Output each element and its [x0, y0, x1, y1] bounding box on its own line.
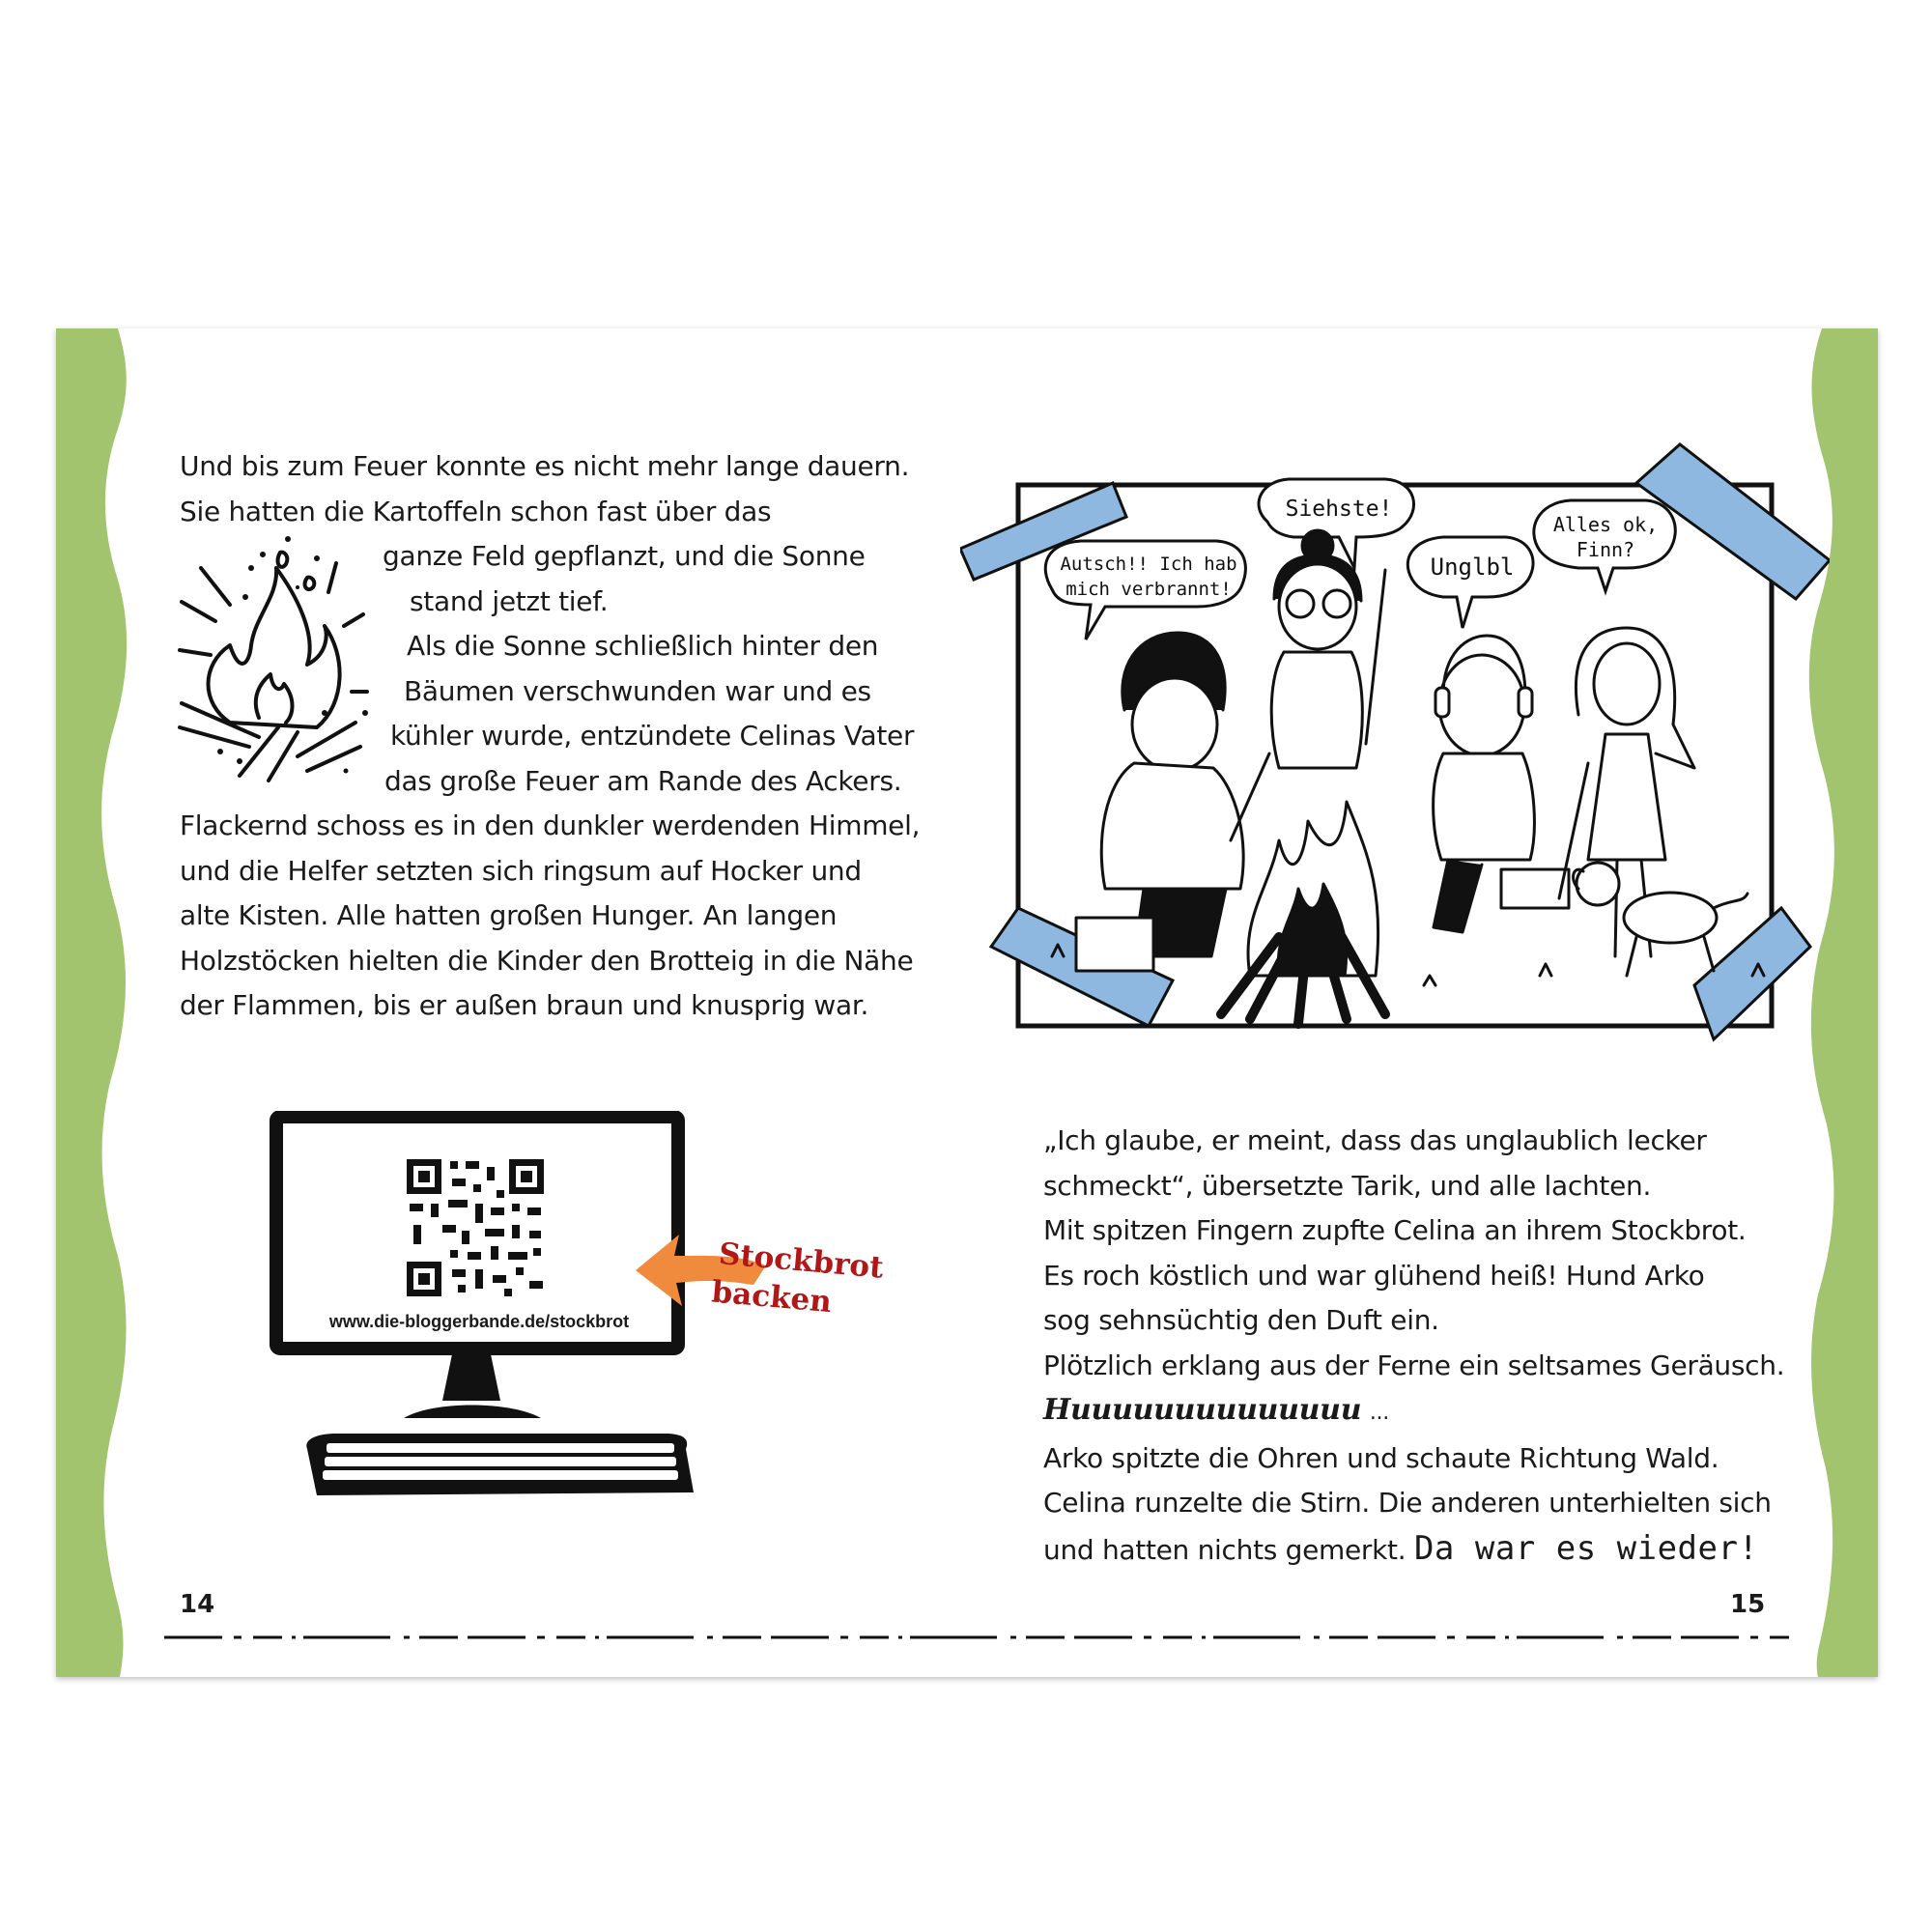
qr-label: [710, 1235, 885, 1326]
campfire-icon: [162, 529, 384, 790]
text-line: das große Feuer am Rande des Ackers.: [384, 764, 902, 797]
bubble-autsch-line2: mich verbrannt!: [1065, 579, 1232, 600]
sound-text: Huuuuuuuuuuuuuu: [1043, 1393, 1362, 1427]
last-line: [1043, 1526, 1784, 1574]
bubble-unglbl-text: Unglbl: [1430, 554, 1515, 581]
page-number-left: 14: [180, 1590, 215, 1619]
bubble-siehste-text: Siehste!: [1285, 497, 1393, 522]
right-paragraph: [1043, 1119, 1784, 1573]
text-line: Sie hatten die Kartoffeln schon fast über das: [180, 495, 772, 527]
bubble-alles-ok-line2: Finn?: [1576, 538, 1635, 561]
text-line: „Ich glaube, er meint, dass das unglaublich lecker: [1043, 1124, 1707, 1156]
text-line: kühler wurde, entzündete Celinas Vater: [390, 720, 915, 752]
last-line-text: und hatten nichts gemerkt.: [1043, 1533, 1406, 1566]
text-line: Mit spitzen Fingern zupfte Celina an ihrem Stockbrot.: [1043, 1214, 1747, 1246]
qr-url-text[interactable]: www.die-bloggerbande.de/stockbrot: [328, 1312, 630, 1331]
text-line: Bäumen verschwunden war und es: [404, 674, 871, 707]
computer-monitor: [269, 1111, 752, 1594]
text-line: sog sehnsüchtig den Duft ein.: [1043, 1304, 1439, 1336]
text-line: Arko spitzte die Ohren und schaute Richtung Wald.: [1043, 1441, 1719, 1474]
text-line: ganze Feld gepflanzt, und die Sonne: [383, 540, 866, 572]
keyboard-keys: [323, 1443, 678, 1480]
last-line-emphasis: Da war es wieder!: [1413, 1528, 1759, 1568]
sound-dots: ...: [1369, 1401, 1389, 1425]
text-line: Plötzlich erklang aus der Ferne ein seltsames Geräusch.: [1043, 1349, 1785, 1381]
qr-label-line2: backen: [710, 1274, 834, 1321]
text-line: Es roch köstlich und war glühend heiß! Hund Arko: [1043, 1259, 1705, 1292]
qr-code: [407, 1159, 544, 1296]
book-spread: [56, 328, 1878, 1677]
campfire-comic-illustration: [960, 435, 1830, 1053]
text-line: der Flammen, bis er außen braun und knusprig war.: [180, 989, 869, 1021]
page-number-right: 15: [1730, 1590, 1766, 1619]
bubble-autsch-line1: Autsch!! Ich hab: [1060, 554, 1237, 575]
text-line: stand jetzt tief.: [410, 584, 609, 617]
text-line: Und bis zum Feuer konnte es nicht mehr lange dauern.: [180, 450, 910, 482]
text-line: schmeckt“, übersetzte Tarik, und alle lachten.: [1043, 1169, 1652, 1202]
text-line: Als die Sonne schließlich hinter den: [407, 630, 879, 662]
footer-dashed-line: [164, 1633, 1789, 1642]
bubble-alles-ok-line1: Alles ok,: [1552, 513, 1659, 536]
text-line: Flackernd schoss es in den dunkler werdenden Himmel,: [180, 810, 921, 841]
text-line: Holzstöcken hielten die Kinder den Brotteig in die Nähe: [180, 944, 914, 977]
qr-label-line1: Stockbrot: [717, 1236, 885, 1286]
left-green-border: [56, 328, 133, 1677]
text-line: alte Kisten. Alle hatten großen Hunger. An langen: [180, 899, 838, 931]
text-line: Celina runzelte die Stirn. Die anderen unterhielten sich: [1043, 1487, 1772, 1519]
sound-line: [1043, 1388, 1784, 1436]
text-line: und die Helfer setzten sich ringsum auf Hocker und: [180, 854, 862, 887]
